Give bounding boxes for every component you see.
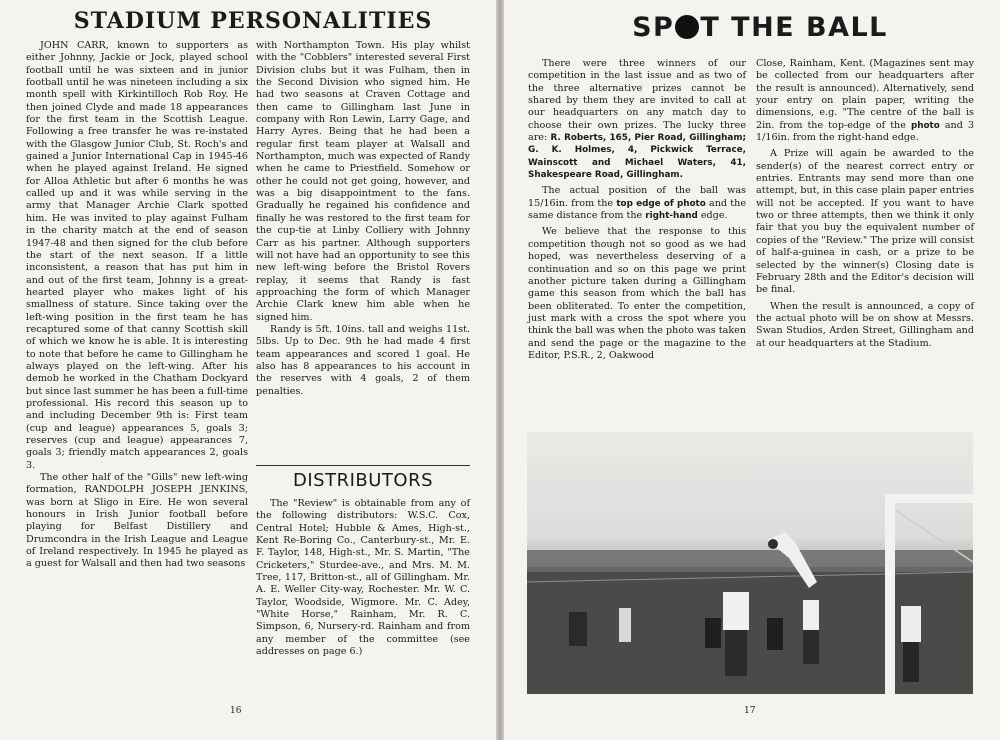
- match-photo-scene: [527, 432, 973, 694]
- spot-ball-column-2: [756, 58, 974, 350]
- spot-the-ball-title: [600, 12, 920, 43]
- entry-text-c: and 3 1/16in. from the right-hand edge.: [756, 119, 974, 144]
- goalkeeper-head: [768, 539, 778, 549]
- player-background-1: [619, 608, 631, 642]
- distributors-text: The "Review" is obtainable from any of the following distributors: W.S.C. Cox, Central Hotel; Hubble & Ames, High-st., Kent Re-Boring Co., Canterbury-st., Mr. E. F. Taylor, 148, High-st., Mr. S. Martin, "The Cricketers," Sturdee-ave., and Mrs. M. M. Tree, 117, Britton-st., all of Gillingham. Mr. A. E. Weller City-way, Rochester. Mr. W. C. Taylor, Woodside, Wigmore. Mr. C. Adey, "White Horse," Rainham, Mr. R. C. Simpson, 6, Nursery-rd. Rainham and from any member of the committee (see addresses on page 6.): [256, 498, 470, 658]
- ball-position-bold-1: top edge of photo: [616, 198, 706, 209]
- player-background-2: [569, 612, 587, 646]
- ball-position-text-a: The actual position of the ball was 15/16in. from the: [528, 185, 746, 209]
- ball-dot-icon: [675, 15, 699, 39]
- jenkins-stats-paragraph: Randy is 5ft. 10ins. tall and weighs 11st. 5lbs. Up to Dec. 9th he had made 4 first team appearances and scored 1 goal. He also has 8 appearances to his account in the reserves with 4 goals, 2 of them penalties.: [256, 323, 470, 397]
- prize-paragraph: A Prize will again be awarded to the sender(s) of the nearest correct entry or entries. Entrants may send more than one attempt, but, in this case plain paper entries will not be accepted. If you want to have two or three attempts, then we think it only fair that you buy the equivalent number of copies of the "Review." The prize will consist of half-a-guinea in cash, or a prize to be selected by the winner(s) Closing date is February 28th and the Editor's decision will be final.: [756, 148, 974, 296]
- player-white-shirt-legs: [725, 630, 747, 676]
- section-divider: [256, 465, 470, 466]
- left-page: [0, 0, 496, 740]
- entry-paragraph: [756, 58, 974, 144]
- player-dark-2: [767, 618, 783, 650]
- player-dark-1: [705, 618, 721, 648]
- title-part-2: T THE BALL: [700, 12, 888, 43]
- distributors-column: [256, 498, 470, 658]
- book-gutter: [496, 0, 504, 740]
- page-number-left: 16: [230, 706, 242, 716]
- goal-post: [885, 496, 895, 694]
- jenkins-continued-paragraph: with Northampton Town. His play whilst with the "Cobblers" interested several First Division clubs but it was Fulham, then in the Second Division who signed him. He had two seasons at Craven Cottage and then came to Gillingham last June in company with Ron Lewin, Larry Gage, and Harry Ayres. Being that he had been a regular first team player at Walsall and Northampton, much was expected of Randy when he came to Priestfield. Somehow or other he could not get going, however, and was a big disappointment to the fans. Gradually he regained his confidence and finally he was restored to the first team for the cup-tie at Linby Colliery with Johnny Carr as his partner. Although supporters will not have had an opportunity to see this new left-wing before the Bristol Rovers replay, it seems that Randy is fast approaching the form of which Manager Archie Clark knew him able when he signed him.: [256, 40, 470, 323]
- winners-paragraph: [528, 58, 746, 181]
- ball-position-bold-2: right-hand: [645, 211, 698, 222]
- winners-names: R. Roberts, 165, Pier Road, Gillingham; G. K. Holmes, 4, Pickwick Terrace, Wainscott and Michael Waters, 41, Shakespeare Road, Gillingham.: [528, 133, 747, 181]
- personalities-column-2: [256, 40, 470, 398]
- ball-position-paragraph: [528, 185, 746, 222]
- entry-bold: photo: [910, 120, 940, 131]
- carr-paragraph: JOHN CARR, known to supporters as either Johnny, Jackie or Jock, played school football until he was sixteen and in junior football until he was nineteen including a six month spell with Kirkintilloch Rob Roy. He then joined Clyde and made 18 appearances for the first team in the Scottish League. Following a free transfer he was re-instated with the Glasgow Junior Club, St. Roch's and gained a Junior International Cap in 1945-46 when he played against Ireland. He signed for Alloa Athletic but after 6 months he was called up and it was while serving in the army that Manager Archie Clark spotted him. He was invited to play against Fulham in the charity match at the end of season 1947-48 and then signed for the club before the start of the next season. If a little inconsistent, a reason that has put him in and out of the first team, Johnny is a great-hearted player who makes light of his smallness of stature. Since taking over the left-wing position in the first team he has recaptured some of that canny Scottish skill of which we know he is able. It is interesting to note that before he came to Gillingham he always played on the left-wing. After his demob he worked in the Chatham Dockyard but since last summer he has been a full-time professional. His record this season up to and including December 9th is: First team (cup and league) appearances 5, goals 3; reserves (cup and league) appearances 7, goals 3; friendly match appearances 2, goals 3.: [26, 40, 248, 471]
- ball-position-text-c: edge.: [697, 210, 728, 222]
- ball-position-text-b: and the same distance from the: [528, 197, 746, 222]
- title-part-1: SP: [632, 12, 675, 43]
- winners-intro: There were three winners of our competition in the last issue and as two of the three alternative prizes cannot be shared by them they are invited to call at our headquarters on any match day to choose their own prizes. The lucky three are:: [528, 58, 746, 144]
- spot-ball-column-1: [528, 58, 746, 362]
- player-defender: [803, 600, 819, 630]
- result-paragraph: When the result is announced, a copy of the actual photo will be on show at Messrs. Swan Studios, Arden Street, Gillingham and at our headquarters at the Stadium.: [756, 300, 974, 349]
- page-number-right: 17: [744, 706, 756, 716]
- crossbar: [885, 494, 973, 503]
- player-right-legs: [903, 642, 919, 682]
- match-photo: [527, 432, 973, 694]
- personalities-column-1: [26, 40, 248, 571]
- player-defender-legs: [803, 630, 819, 664]
- distributors-title: DISTRIBUTORS: [292, 470, 434, 491]
- player-right: [901, 606, 921, 642]
- player-white-shirt: [723, 592, 749, 630]
- entry-text-a: Close, Rainham, Kent. (Magazines sent may be collected from our headquarters after the result is announced). Alternatively, send your entry on plain paper, writing the dimensions, e.g. "The centre of the ball is 2in. from the top-edge of the: [756, 58, 974, 131]
- jenkins-paragraph: The other half of the "Gills" new left-wing formation, RANDOLPH JOSEPH JENKINS, was born at Sligo in Eire. He won several honours in Irish Junior football before playing for Belfast Distillery and Drumcondra in the Irish League and League of Ireland respectively. In 1945 he played as a guest for Walsall and then had two seasons: [26, 472, 248, 570]
- right-page: [504, 0, 1000, 740]
- competition-paragraph: We believe that the response to this competition though not so good as we had hoped, was nevertheless deserving of a continuation and so on this page we print another picture taken during a Gillingham game this season from which the ball has been obliterated. To enter the competition, just mark with a cross the spot where you think the ball was when the photo was taken and send the page or the magazine to the Editor, P.S.R., 2, Oakwood: [528, 226, 746, 361]
- stadium-personalities-title: STADIUM PERSONALITIES: [73, 8, 433, 34]
- crowd-stand: [527, 550, 973, 572]
